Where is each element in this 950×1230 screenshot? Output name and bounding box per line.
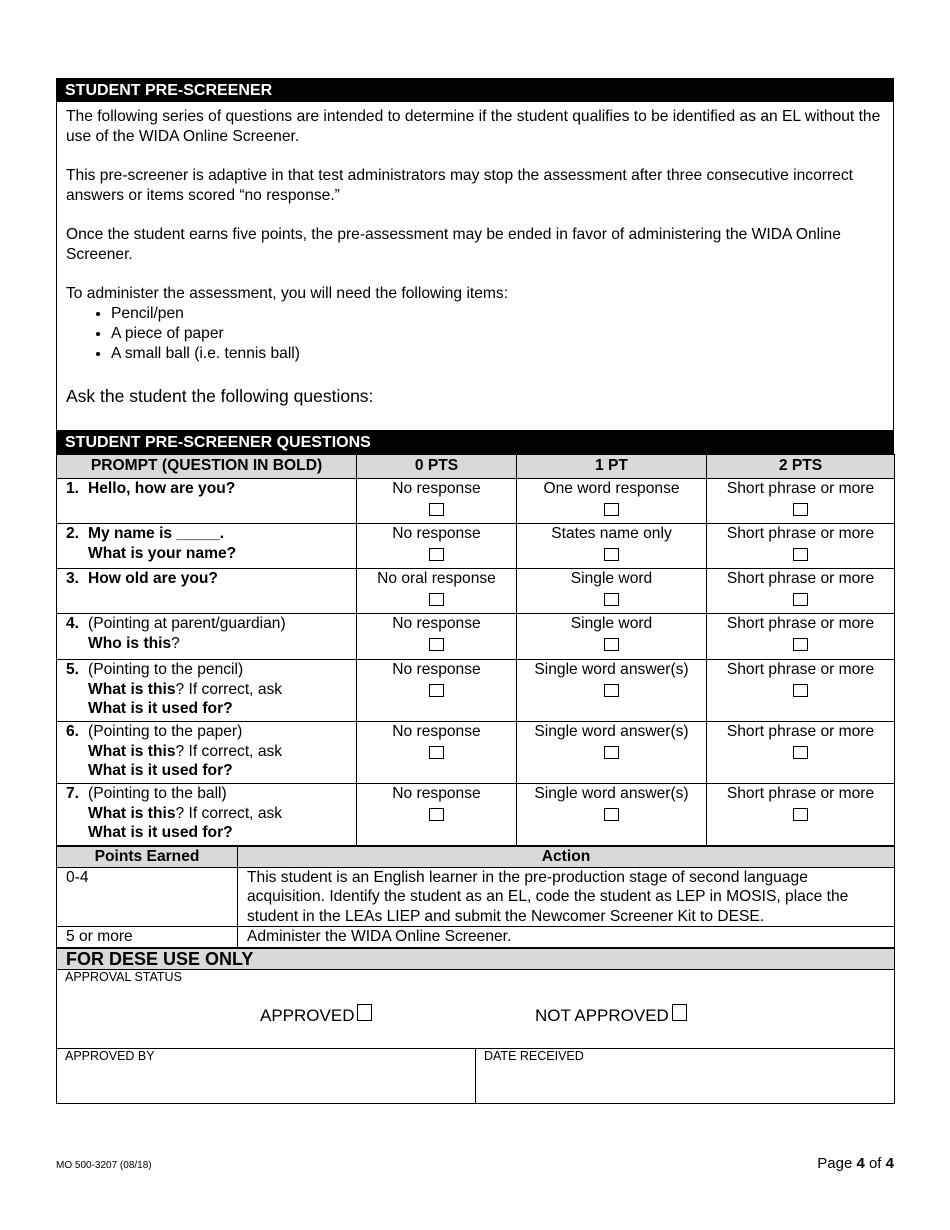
prompt-cell	[57, 569, 357, 614]
question-bold: Hello, how are you?	[88, 480, 236, 497]
one-pt-checkbox[interactable]	[604, 808, 619, 821]
two-pts-checkbox[interactable]	[793, 684, 808, 697]
question-followup: What is it used for?	[88, 700, 233, 717]
question-note: ? If correct, ask	[175, 742, 283, 760]
two-pts-cell	[707, 784, 895, 846]
page-current: 4	[856, 1155, 865, 1172]
one-pt-cell	[517, 479, 707, 524]
two-pts-cell	[707, 722, 895, 784]
points-earned-header: Points Earned	[57, 847, 238, 868]
form-page	[56, 78, 894, 1104]
page-number	[817, 1155, 894, 1172]
approval-status-label: APPROVAL STATUS	[65, 969, 182, 984]
question-note: ? If correct, ask	[175, 680, 283, 698]
zero-pts-checkbox[interactable]	[429, 638, 444, 651]
zero-pts-cell	[357, 524, 517, 569]
approval-status-cell	[57, 969, 895, 1048]
zero-pts-label: No response	[392, 661, 481, 678]
two-pts-cell	[707, 569, 895, 614]
question-bold: How old are you?	[88, 570, 218, 587]
question-note: ?	[171, 634, 180, 652]
action-header: Action	[238, 847, 895, 868]
section-header: STUDENT PRE-SCREENER	[56, 78, 894, 102]
question-number: 1.	[66, 480, 80, 497]
zero-pts-cell	[357, 722, 517, 784]
question-note: (Pointing at parent/guardian)	[88, 615, 286, 632]
question-bold: What is this	[88, 742, 176, 760]
question-line	[66, 634, 347, 654]
prompt-cell	[57, 784, 357, 846]
question-number: 2.	[66, 525, 80, 542]
prompt-cell	[57, 524, 357, 569]
questions-header: STUDENT PRE-SCREENER QUESTIONS	[56, 430, 894, 454]
one-pt-label: One word response	[543, 480, 680, 497]
question-note: (Pointing to the paper)	[88, 723, 243, 740]
page-of: of	[864, 1155, 886, 1172]
two-pts-checkbox[interactable]	[793, 593, 808, 606]
two-pts-label: Short phrase or more	[726, 661, 875, 678]
zero-pts-label: No oral response	[377, 570, 496, 587]
one-pt-label: Single word answer(s)	[534, 785, 689, 802]
points-range: 5 or more	[57, 927, 238, 948]
table-row	[57, 722, 895, 784]
question-line	[66, 544, 347, 564]
column-header: 1 PT	[517, 455, 707, 479]
dese-table	[56, 948, 895, 1104]
two-pts-cell	[707, 479, 895, 524]
two-pts-label: Short phrase or more	[726, 723, 875, 740]
action-text: This student is an English learner in the pre-production stage of second language acquisition. Identify the student as an EL, code the student as LEP in MOSIS, place the student in the LEAs LIEP and submit the Newcomer Screener Kit to DESE.	[238, 867, 895, 927]
question-bold: Who is this	[88, 634, 172, 652]
question-number: 7.	[66, 785, 80, 802]
intro-paragraph-3: Once the student earns five points, the pre-assessment may be ended in favor of administering the WIDA Online Screener.	[66, 226, 841, 263]
one-pt-label: Single word	[570, 615, 653, 632]
intro-paragraph-2: This pre-screener is adaptive in that test administrators may stop the assessment after three consecutive incorrect answers or items scored “no response.”	[66, 167, 853, 204]
table-row	[57, 569, 895, 614]
two-pts-cell	[707, 660, 895, 722]
date-received-label: DATE RECEIVED	[484, 1048, 584, 1063]
column-header: PROMPT (QUESTION IN BOLD)	[57, 455, 357, 479]
one-pt-label: Single word answer(s)	[534, 661, 689, 678]
column-header: 2 PTS	[707, 455, 895, 479]
one-pt-label: Single word answer(s)	[534, 723, 689, 740]
zero-pts-label: No response	[392, 480, 481, 497]
question-line	[66, 680, 347, 700]
one-pt-checkbox[interactable]	[604, 746, 619, 759]
two-pts-label: Short phrase or more	[726, 525, 875, 542]
zero-pts-label: No response	[392, 723, 481, 740]
question-note: ? If correct, ask	[175, 804, 283, 822]
column-header: 0 PTS	[357, 455, 517, 479]
one-pt-cell	[517, 722, 707, 784]
zero-pts-checkbox[interactable]	[429, 503, 444, 516]
ask-instruction: Ask the student the following questions:	[66, 386, 374, 406]
one-pt-cell	[517, 660, 707, 722]
page-prefix: Page	[817, 1155, 857, 1172]
two-pts-cell	[707, 614, 895, 660]
zero-pts-cell	[357, 660, 517, 722]
one-pt-cell	[517, 614, 707, 660]
points-range: 0-4	[57, 867, 238, 927]
one-pt-checkbox[interactable]	[604, 638, 619, 651]
intro-paragraph-4: To administer the assessment, you will need the following items:	[66, 285, 509, 302]
approved-checkbox[interactable]	[357, 1004, 372, 1021]
two-pts-checkbox[interactable]	[793, 548, 808, 561]
one-pt-label: States name only	[551, 525, 672, 542]
table-row	[57, 479, 895, 524]
one-pt-label: Single word	[570, 570, 653, 587]
one-pt-cell	[517, 784, 707, 846]
approved-by-field[interactable]	[57, 1048, 476, 1103]
approved-option	[260, 1004, 372, 1026]
not-approved-option	[535, 1004, 687, 1026]
question-line	[66, 742, 347, 762]
two-pts-checkbox[interactable]	[793, 638, 808, 651]
question-bold: What is this	[88, 680, 176, 698]
one-pt-cell	[517, 569, 707, 614]
questions-table	[56, 454, 895, 846]
two-pts-label: Short phrase or more	[726, 480, 875, 497]
date-received-field[interactable]	[476, 1048, 895, 1103]
question-number: 6.	[66, 723, 80, 740]
zero-pts-label: No response	[392, 525, 481, 542]
form-id: MO 500-3207 (08/18)	[56, 1160, 152, 1171]
page-total: 4	[885, 1155, 894, 1172]
table-row	[57, 784, 895, 846]
list-item: • Pencil/pen	[111, 304, 884, 324]
one-pt-checkbox[interactable]	[604, 548, 619, 561]
question-followup: What is it used for?	[88, 762, 233, 779]
scoring-table	[56, 846, 895, 948]
question-number: 3.	[66, 570, 80, 587]
question-bold: My name is _____.	[88, 525, 225, 542]
zero-pts-checkbox[interactable]	[429, 548, 444, 561]
approved-label: APPROVED	[260, 1005, 355, 1025]
zero-pts-checkbox[interactable]	[429, 746, 444, 759]
not-approved-checkbox[interactable]	[672, 1004, 687, 1021]
not-approved-label: NOT APPROVED	[535, 1005, 669, 1025]
materials-list	[66, 304, 884, 364]
zero-pts-label: No response	[392, 785, 481, 802]
action-text: Administer the WIDA Online Screener.	[238, 927, 895, 948]
intro-text	[56, 102, 894, 430]
table-row	[57, 614, 895, 660]
approved-by-label: APPROVED BY	[65, 1048, 155, 1063]
two-pts-label: Short phrase or more	[726, 570, 875, 587]
zero-pts-checkbox[interactable]	[429, 808, 444, 821]
question-number: 5.	[66, 661, 80, 678]
prompt-cell	[57, 660, 357, 722]
question-bold: What is this	[88, 804, 176, 822]
list-item: • A small ball (i.e. tennis ball)	[111, 344, 884, 364]
question-bold: What is your name?	[88, 544, 237, 562]
list-item: • A piece of paper	[111, 324, 884, 344]
table-row	[57, 660, 895, 722]
two-pts-checkbox[interactable]	[793, 503, 808, 516]
zero-pts-cell	[357, 784, 517, 846]
prompt-cell	[57, 614, 357, 660]
table-row	[57, 867, 895, 927]
question-note: (Pointing to the ball)	[88, 785, 227, 802]
table-row	[57, 524, 895, 569]
one-pt-cell	[517, 524, 707, 569]
two-pts-checkbox[interactable]	[793, 746, 808, 759]
two-pts-checkbox[interactable]	[793, 808, 808, 821]
two-pts-cell	[707, 524, 895, 569]
table-header-row	[57, 455, 895, 479]
question-followup: What is it used for?	[88, 824, 233, 841]
question-note: (Pointing to the pencil)	[88, 661, 244, 678]
prompt-cell	[57, 722, 357, 784]
zero-pts-checkbox[interactable]	[429, 593, 444, 606]
zero-pts-cell	[357, 614, 517, 660]
zero-pts-cell	[357, 569, 517, 614]
zero-pts-checkbox[interactable]	[429, 684, 444, 697]
question-line	[66, 804, 347, 824]
intro-paragraph-1: The following series of questions are intended to determine if the student qualifies to be identified as an EL without the use of the WIDA Online Screener.	[66, 108, 881, 145]
prompt-cell	[57, 479, 357, 524]
one-pt-checkbox[interactable]	[604, 503, 619, 516]
zero-pts-label: No response	[392, 615, 481, 632]
table-row	[57, 927, 895, 948]
zero-pts-cell	[357, 479, 517, 524]
question-number: 4.	[66, 615, 80, 632]
one-pt-checkbox[interactable]	[604, 593, 619, 606]
two-pts-label: Short phrase or more	[726, 785, 875, 802]
two-pts-label: Short phrase or more	[726, 615, 875, 632]
dese-header: FOR DESE USE ONLY	[57, 948, 895, 969]
one-pt-checkbox[interactable]	[604, 684, 619, 697]
